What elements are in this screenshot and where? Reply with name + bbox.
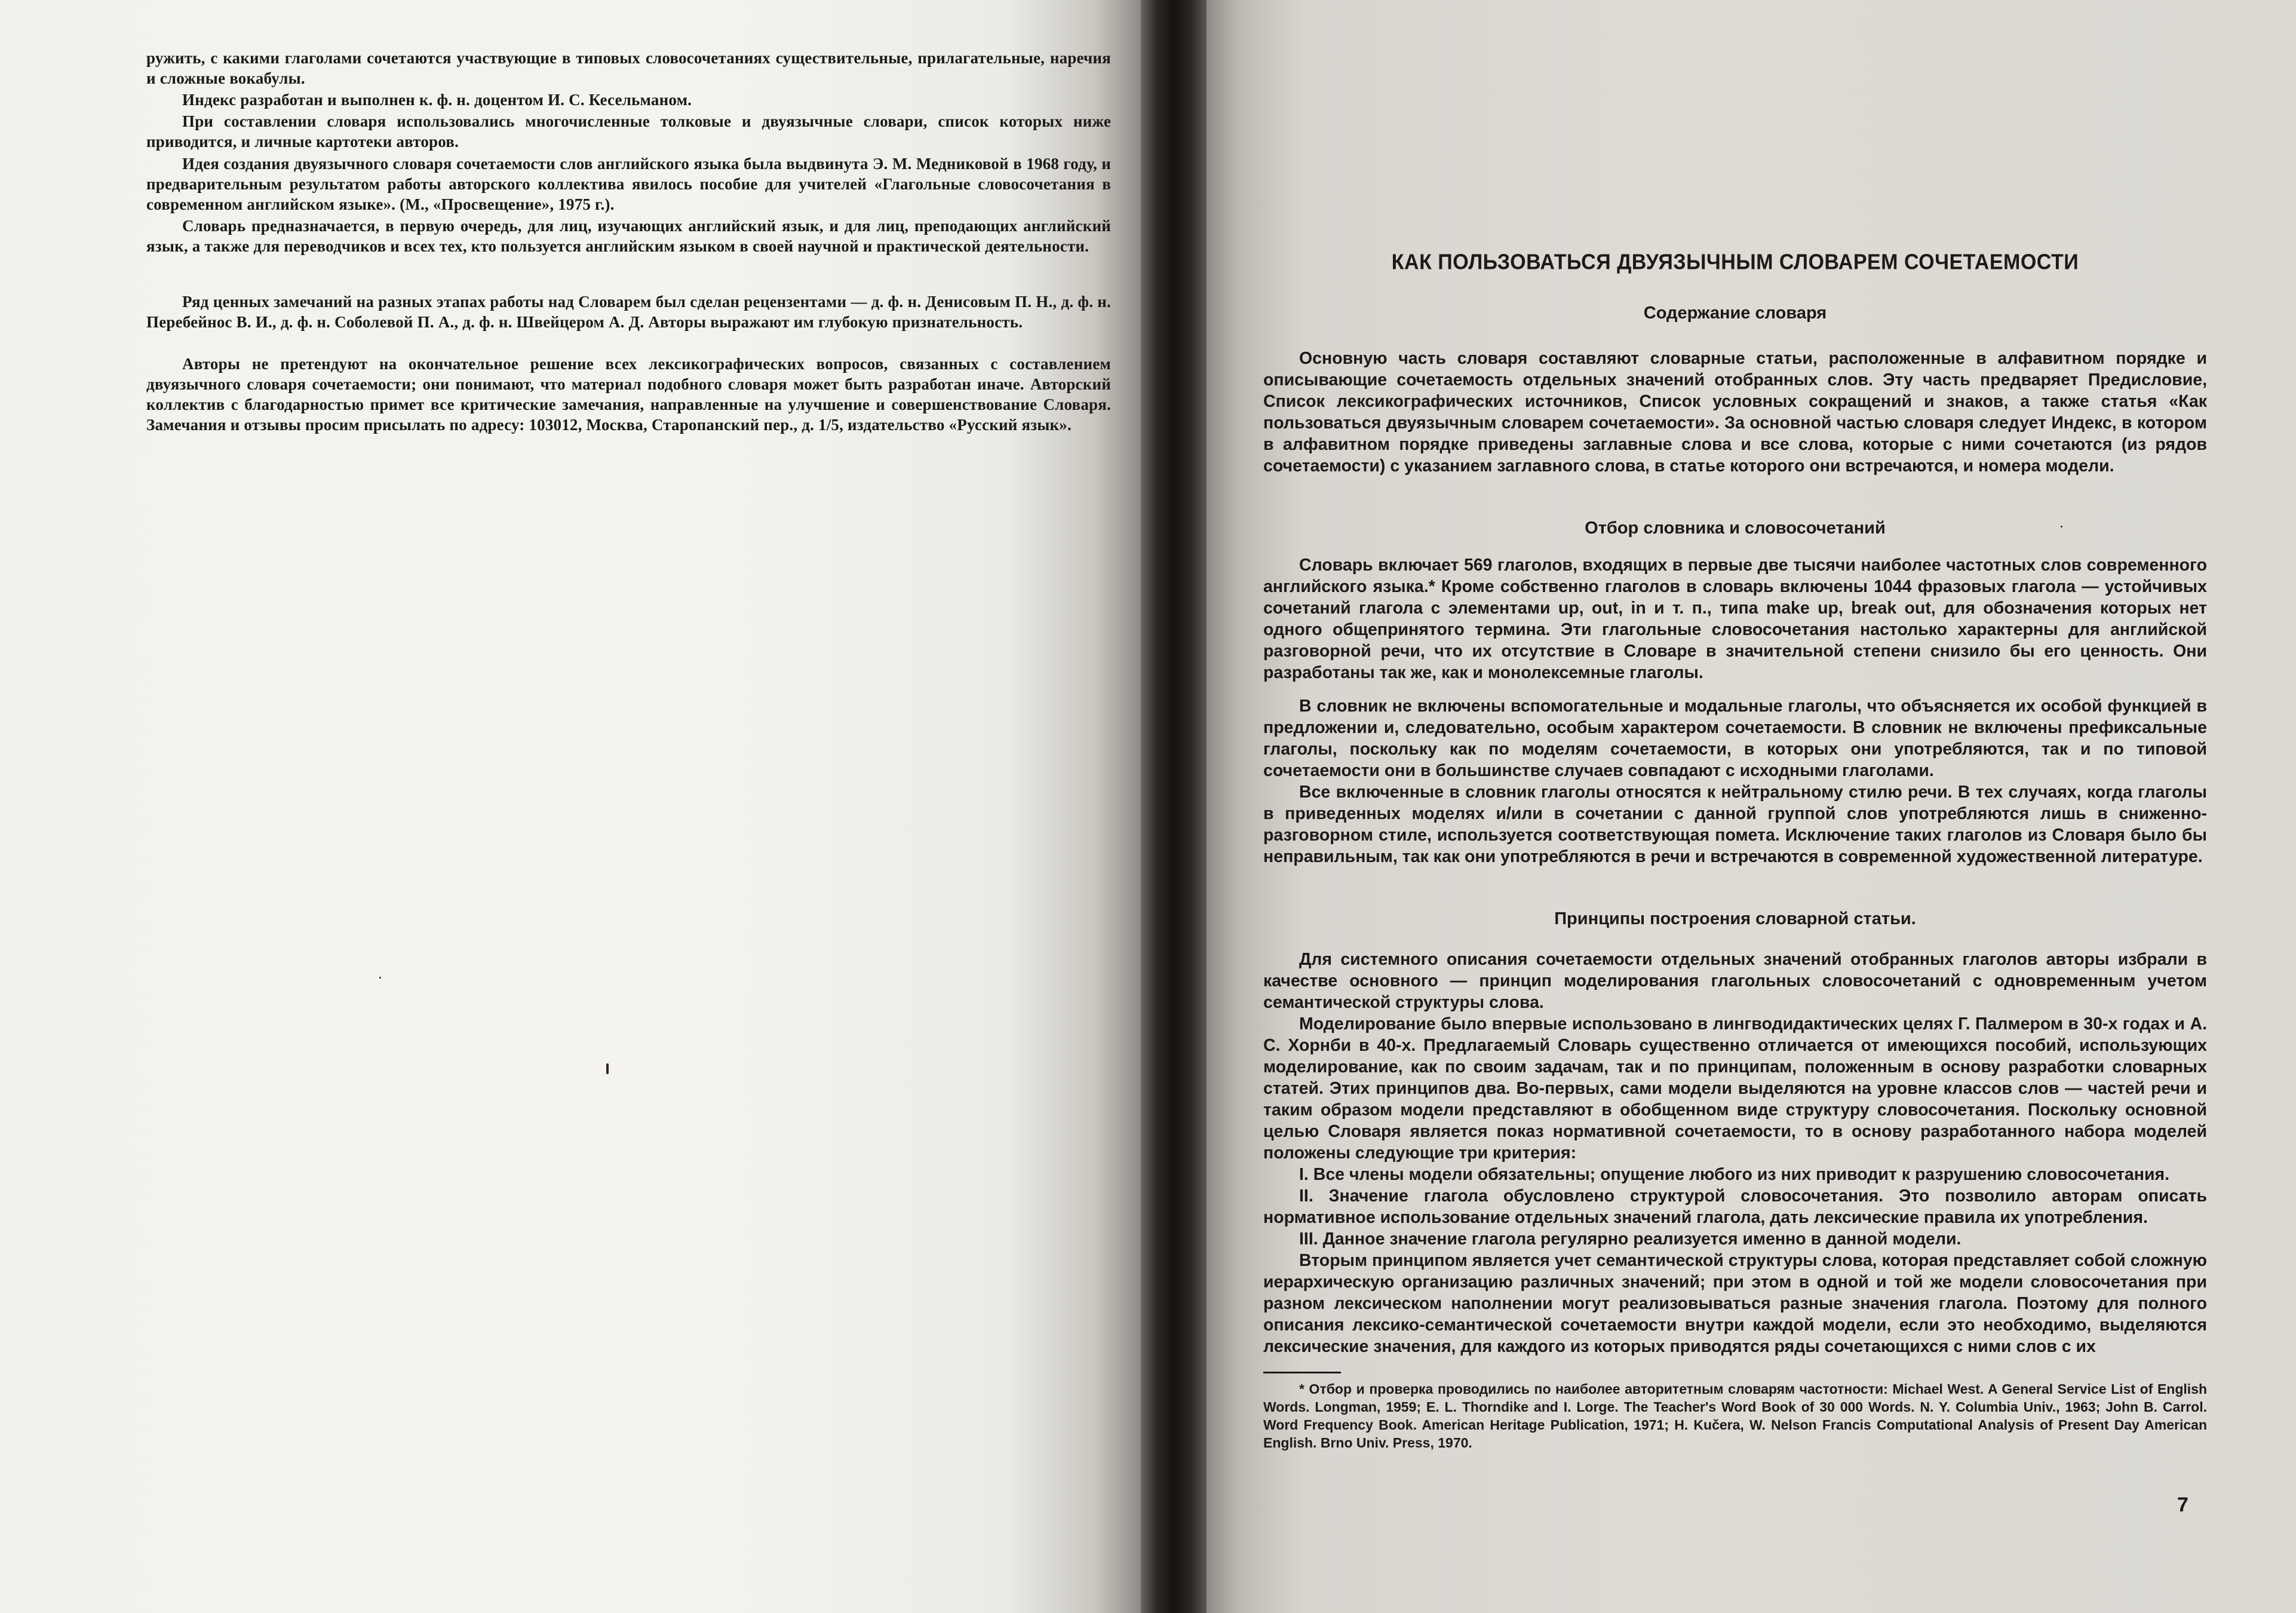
section-selection-paragraph-1: Словарь включает 569 глаголов, входящих в первые две тысячи наиболее частотных слов современного английского языка.* Кроме собственно глаголов в словарь включены 1044 фразовых глагола — устойчивых сочетаний глагола с элементами up, out, in и т. п., типа make up, break out, для обозначения которых нет одного общепринятого термина. Эти глагольные словосочетания настолько характерны для английской разговорной речи, что их отсутствие в Словаре в значительной степени снизило бы его ценность. Они разработаны так же, как и монолексемные глаголы. [1263,556,2207,682]
section-heading-principles: Принципы построения словарной статьи. [1554,909,1916,928]
section-heading-selection: Отбор словника и словосочетаний [1585,519,1886,538]
footnote [1263,1380,2207,1452]
left-page [0,0,1141,1613]
section-selection-paragraph-3: Все включенные в словник глаголы относятся к нейтральному стилю речи. В тех случаях, когда глаголы в приведенных моделях и/или в сочетании с данной группой слов употребляются лишь в сниженно-разговорном стиле, используется соответствующая помета. Исключение таких глаголов из Словаря было бы неправильным, так как они употребляются в речи и встречаются в современной художественной литературе. [1263,783,2207,866]
criterion-3: III. Данное значение глагола регулярно реализуется именно в данной модели. [1299,1229,1962,1249]
section-heading-contents: Содержание словаря [1643,303,1827,323]
criterion-2: II. Значение глагола обусловлено структурой словосочетания. Это позволило авторам описать нормативное использование отдельных значений глагола, дать лексические правила их употребления. [1263,1186,2207,1227]
print-speck [2061,526,2062,528]
left-paragraph-5: Словарь предназначается, в первую очередь, для лиц, изучающих английский язык, и для лиц, преподающих английский язык, а также для переводчиков и всех тех, кто пользуется английским языком в своей научной и практической деятельности. [146,217,1111,255]
section-principles-paragraph-3: Вторым принципом является учет семантической структуры слова, которая представляет собой сложную иерархическую организацию различных значений; при этом в одной и той же модели словосочетания при разном лексическом наполнении могут реализовываться разные значения глагола. Поэтому для полного описания лексико-семантической сочетаемости внутри каждой модели, если это необходимо, выделяются лексические значения, для каждого из которых приводятся ряды сочетающихся с ними слов с их [1263,1251,2207,1356]
section-principles-paragraph-1: Для системного описания сочетаемости отдельных значений отобранных глаголов авторы избрали в качестве основного — принцип моделирования глагольных словосочетаний с одновременным учетом семантической структуры слова. [1263,950,2207,1012]
footnote-text: * Отбор и проверка проводились по наиболее авторитетным словарям частотности: Michael West. A General Service List of English Words. Longman, 1959; E. L. Thorndike and I. Lorge. The Teacher's Word Book of 30 000 Words. N. Y. Columbia Univ., 1963; John B. Carrol. Word Frequency Book. American Heritage Publication, 1971; H. Kučera, W. Nelson Francis Computational Analysis of Present Day American English. Brno Univ. Press, 1970. [1263,1381,2207,1451]
left-paragraph-3: При составлении словаря использовались многочисленные толковые и двуязычные словари, список которых ниже приводится, и личные картотеки авторов. [146,112,1111,151]
right-page [1207,0,2296,1613]
section-contents-paragraph-1: Основную часть словаря составляют словарные статьи, расположенные в алфавитном порядке и описывающие сочетаемость отдельных значений отобранных слов. Эту часть предваряет Предисловие, Список лексикографических источников, Список условных сокращений и знаков, а также статья «Как пользоваться двуязычным словарем сочетаемости». За основной частью словаря следует Индекс, в котором в алфавитном порядке приведены заглавные слова и все слова, которые с ними сочетаются (из рядов сочетаемости) с указанием заглавного слова, в статье которого они встречаются, и номера модели. [1263,349,2207,476]
criterion-1: I. Все члены модели обязательны; опущение любого из них приводит к разрушению словосочетания. [1299,1165,2170,1184]
left-paragraph-6: Ряд ценных замечаний на разных этапах работы над Словарем был сделан рецензентами — д. ф. н. Денисовым П. Н., д. ф. н. Перебейнос В. И., д. ф. н. Соболевой П. А., д. ф. н. Швейцером А. Д. Авторы выражают им глубокую признательность. [146,293,1111,331]
print-speck [606,1063,609,1074]
print-speck [379,977,381,979]
footnote-rule [1263,1372,1341,1373]
page-title: КАК ПОЛЬЗОВАТЬСЯ ДВУЯЗЫЧНЫМ СЛОВАРЕМ СОЧЕТАЕМОСТИ [1391,250,2079,274]
left-paragraph-1: ружить, с какими глаголами сочетаются участвующие в типовых словосочетаниях существительные, прилагательные, наречия и сложные вокабулы. [146,49,1111,87]
left-paragraph-7: Авторы не претендуют на окончательное решение всех лексикографических вопросов, связанных с составлением двуязычного словаря сочетаемости; они понимают, что материал подобного словаря может быть разработан иначе. Авторский коллектив с благодарностью примет все критические замечания, направленные на улучшение и совершенствование Словаря. Замечания и отзывы просим присылать по адресу: 103012, Москва, Старопанский пер., д. 1/5, издательство «Русский язык». [146,355,1111,434]
page-number: 7 [2177,1494,2188,1516]
section-selection-paragraph-2: В словник не включены вспомогательные и модальные глаголы, что объясняется их особой функцией в предложении и, следовательно, особым характером сочетаемости. В словник не включены префиксальные глаголы, поскольку как по моделям сочетаемости, в которых они употребляются, так и по типовой сочетаемости они в большинстве случаев совпадают с исходными глаголами. [1263,697,2207,780]
left-paragraph-2: Индекс разработан и выполнен к. ф. н. доцентом И. С. Кесельманом. [182,91,692,109]
section-principles-paragraph-2: Моделирование было впервые использовано в лингводидактических целях Г. Палмером в 30-х годах и А. С. Хорнби в 40-х. Предлагаемый Словарь существенно отличается от имеющихся пособий, использующих моделирование, как по своим задачам, так и по принципам, положенным в основу разработки словарных статей. Этих принципов два. Во-первых, сами модели выделяются на уровне классов слов — частей речи и таким образом модели представляют в обобщенном виде структуру словосочетания. Поскольку основной целью Словаря является показ нормативной сочетаемости, то в основу разработанного набора моделей положены следующие три критерия: [1263,1014,2207,1163]
book-gutter [1141,0,1207,1613]
left-paragraph-4: Идея создания двуязычного словаря сочетаемости слов английского языка была выдвинута Э. М. Медниковой в 1968 году, и предварительным результатом работы авторского коллектива явилось пособие для учителей «Глагольные словосочетания в современном английском языке». (М., «Просвещение», 1975 г.). [146,155,1111,213]
